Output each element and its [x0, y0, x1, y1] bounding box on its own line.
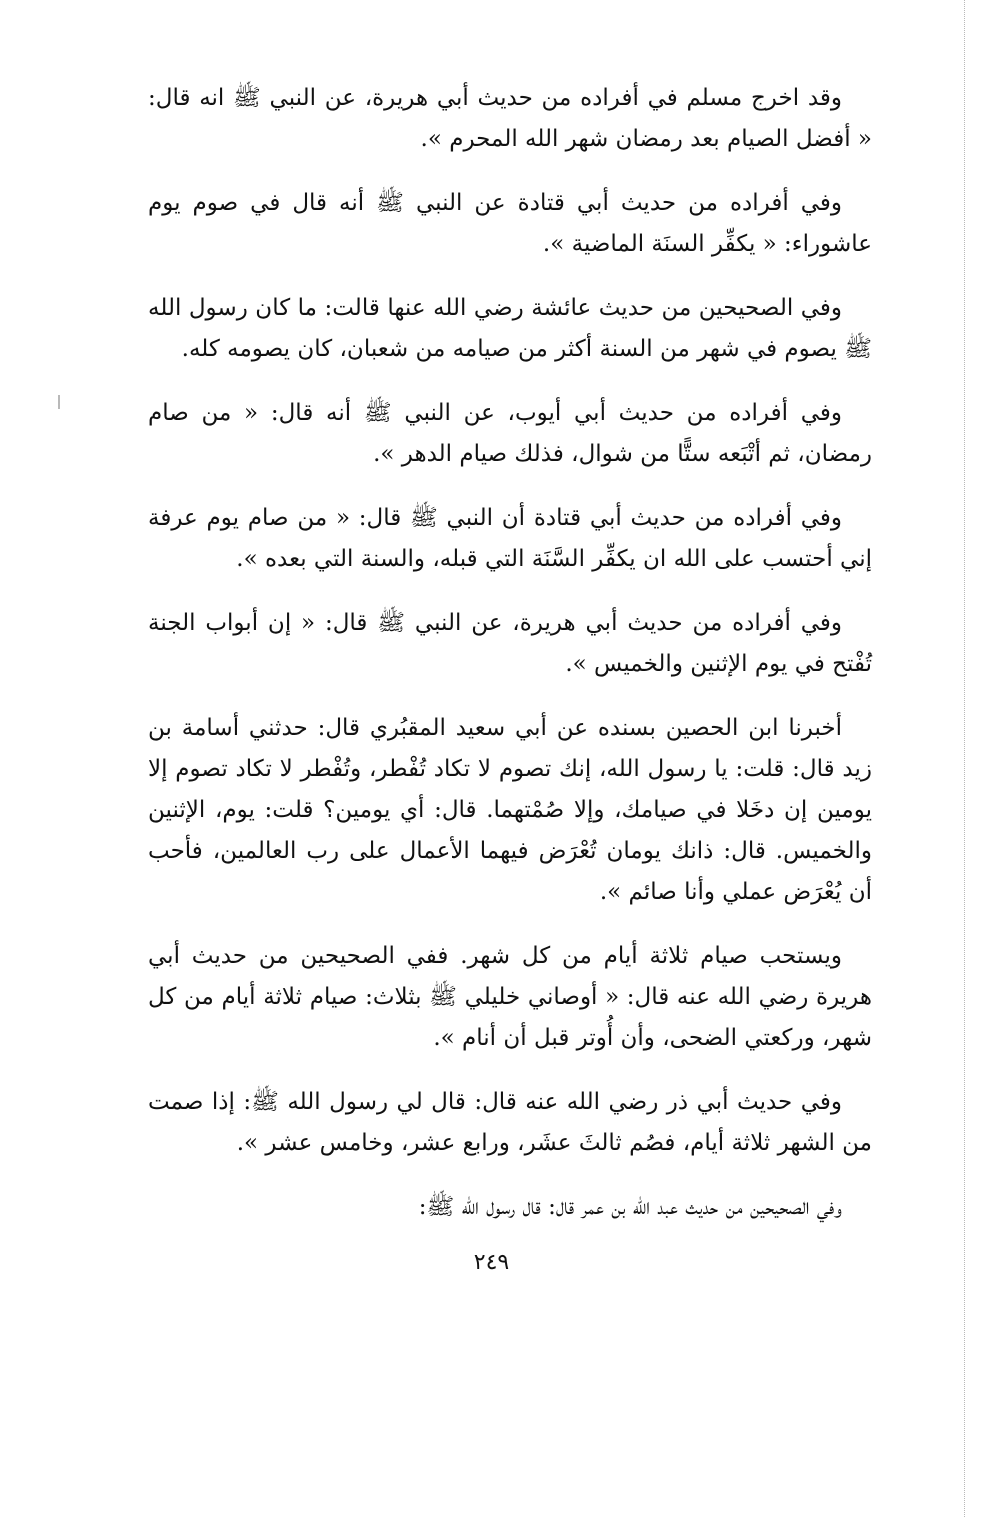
- main-text: [148, 78, 872, 1251]
- page-number: ٢٤٩: [473, 1250, 510, 1275]
- paragraph-9: وفي حديث أبي ذر رضي الله عنه قال: قال لي رسول الله ﷺ: إذا صمت من الشهر ثلاثة أيام، فصُم ثالثَ عشَر، ورابع عشر، وخامس عشر ».: [148, 1089, 872, 1156]
- paragraph-7: أخبرنا ابن الحصين بسنده عن أبي سعيد المقبُري قال: حدثني أسامة بن زيد قال: قلت: يا رسول الله، إنك تصوم لا تكاد تُفْطر، وتُفْطر لا تكاد تصوم إلا يومين إن دخَلا في صيامك، وإلا صُمْتهما. قال: أي يومين؟ قلت: يوم، الإثنين والخميس. قال: ذانك يومان تُعْرَض فيهما الأعمال على رب العالمين، فأحب أن يُعْرَض عملي وأنا صائم ».: [148, 715, 873, 905]
- paragraph-3: وفي الصحيحين من حديث عائشة رضي الله عنها قالت: ما كان رسول الله ﷺ يصوم في شهر من السنة أكثر من صيامه من شعبان، كان يصومه كله.: [148, 295, 872, 362]
- paragraph-6: وفي أفراده من حديث أبي هريرة، عن النبي ﷺ قال: « إن أبواب الجنة تُفْتح في يوم الإثنين والخميس ».: [148, 610, 872, 677]
- margin-mark: [58, 395, 60, 409]
- paragraph-2: وفي أفراده من حديث أبي قتادة عن النبي ﷺ أنه قال في صوم يوم عاشوراء: « يكفِّر السنَة الماضية ».: [148, 190, 872, 257]
- paragraph-5: وفي أفراده من حديث أبي قتادة أن النبي ﷺ قال: « من صام يوم عرفة إني أحتسب على الله ان يكفِّر السَّنَة التي قبله، والسنة التي بعده ».: [148, 505, 872, 572]
- paragraph-10: وفي الصحيحين من حديث عبد الله بن عمر قال: قال رسول الله ﷺ:: [418, 1194, 842, 1220]
- scan-edge-line: [964, 0, 965, 1517]
- paragraph-4: وفي أفراده من حديث أبي أيوب، عن النبي ﷺ أنه قال: « من صام رمضان، ثم أتْبَعه ستًّا من شوال، فذلك صيام الدهر ».: [148, 400, 872, 467]
- paragraph-1: وقد اخرج مسلم في أفراده من حديث أبي هريرة، عن النبي ﷺ انه قال: « أفضل الصيام بعد رمضان شهر الله المحرم ».: [148, 85, 872, 152]
- paragraph-8: ويستحب صيام ثلاثة أيام من كل شهر. ففي الصحيحين من حديث أبي هريرة رضي الله عنه قال: « أوصاني خليلي ﷺ بثلاث: صيام ثلاثة أيام من كل شهر، وركعتي الضحى، وأن أُوتر قبل أن أنام ».: [148, 943, 872, 1051]
